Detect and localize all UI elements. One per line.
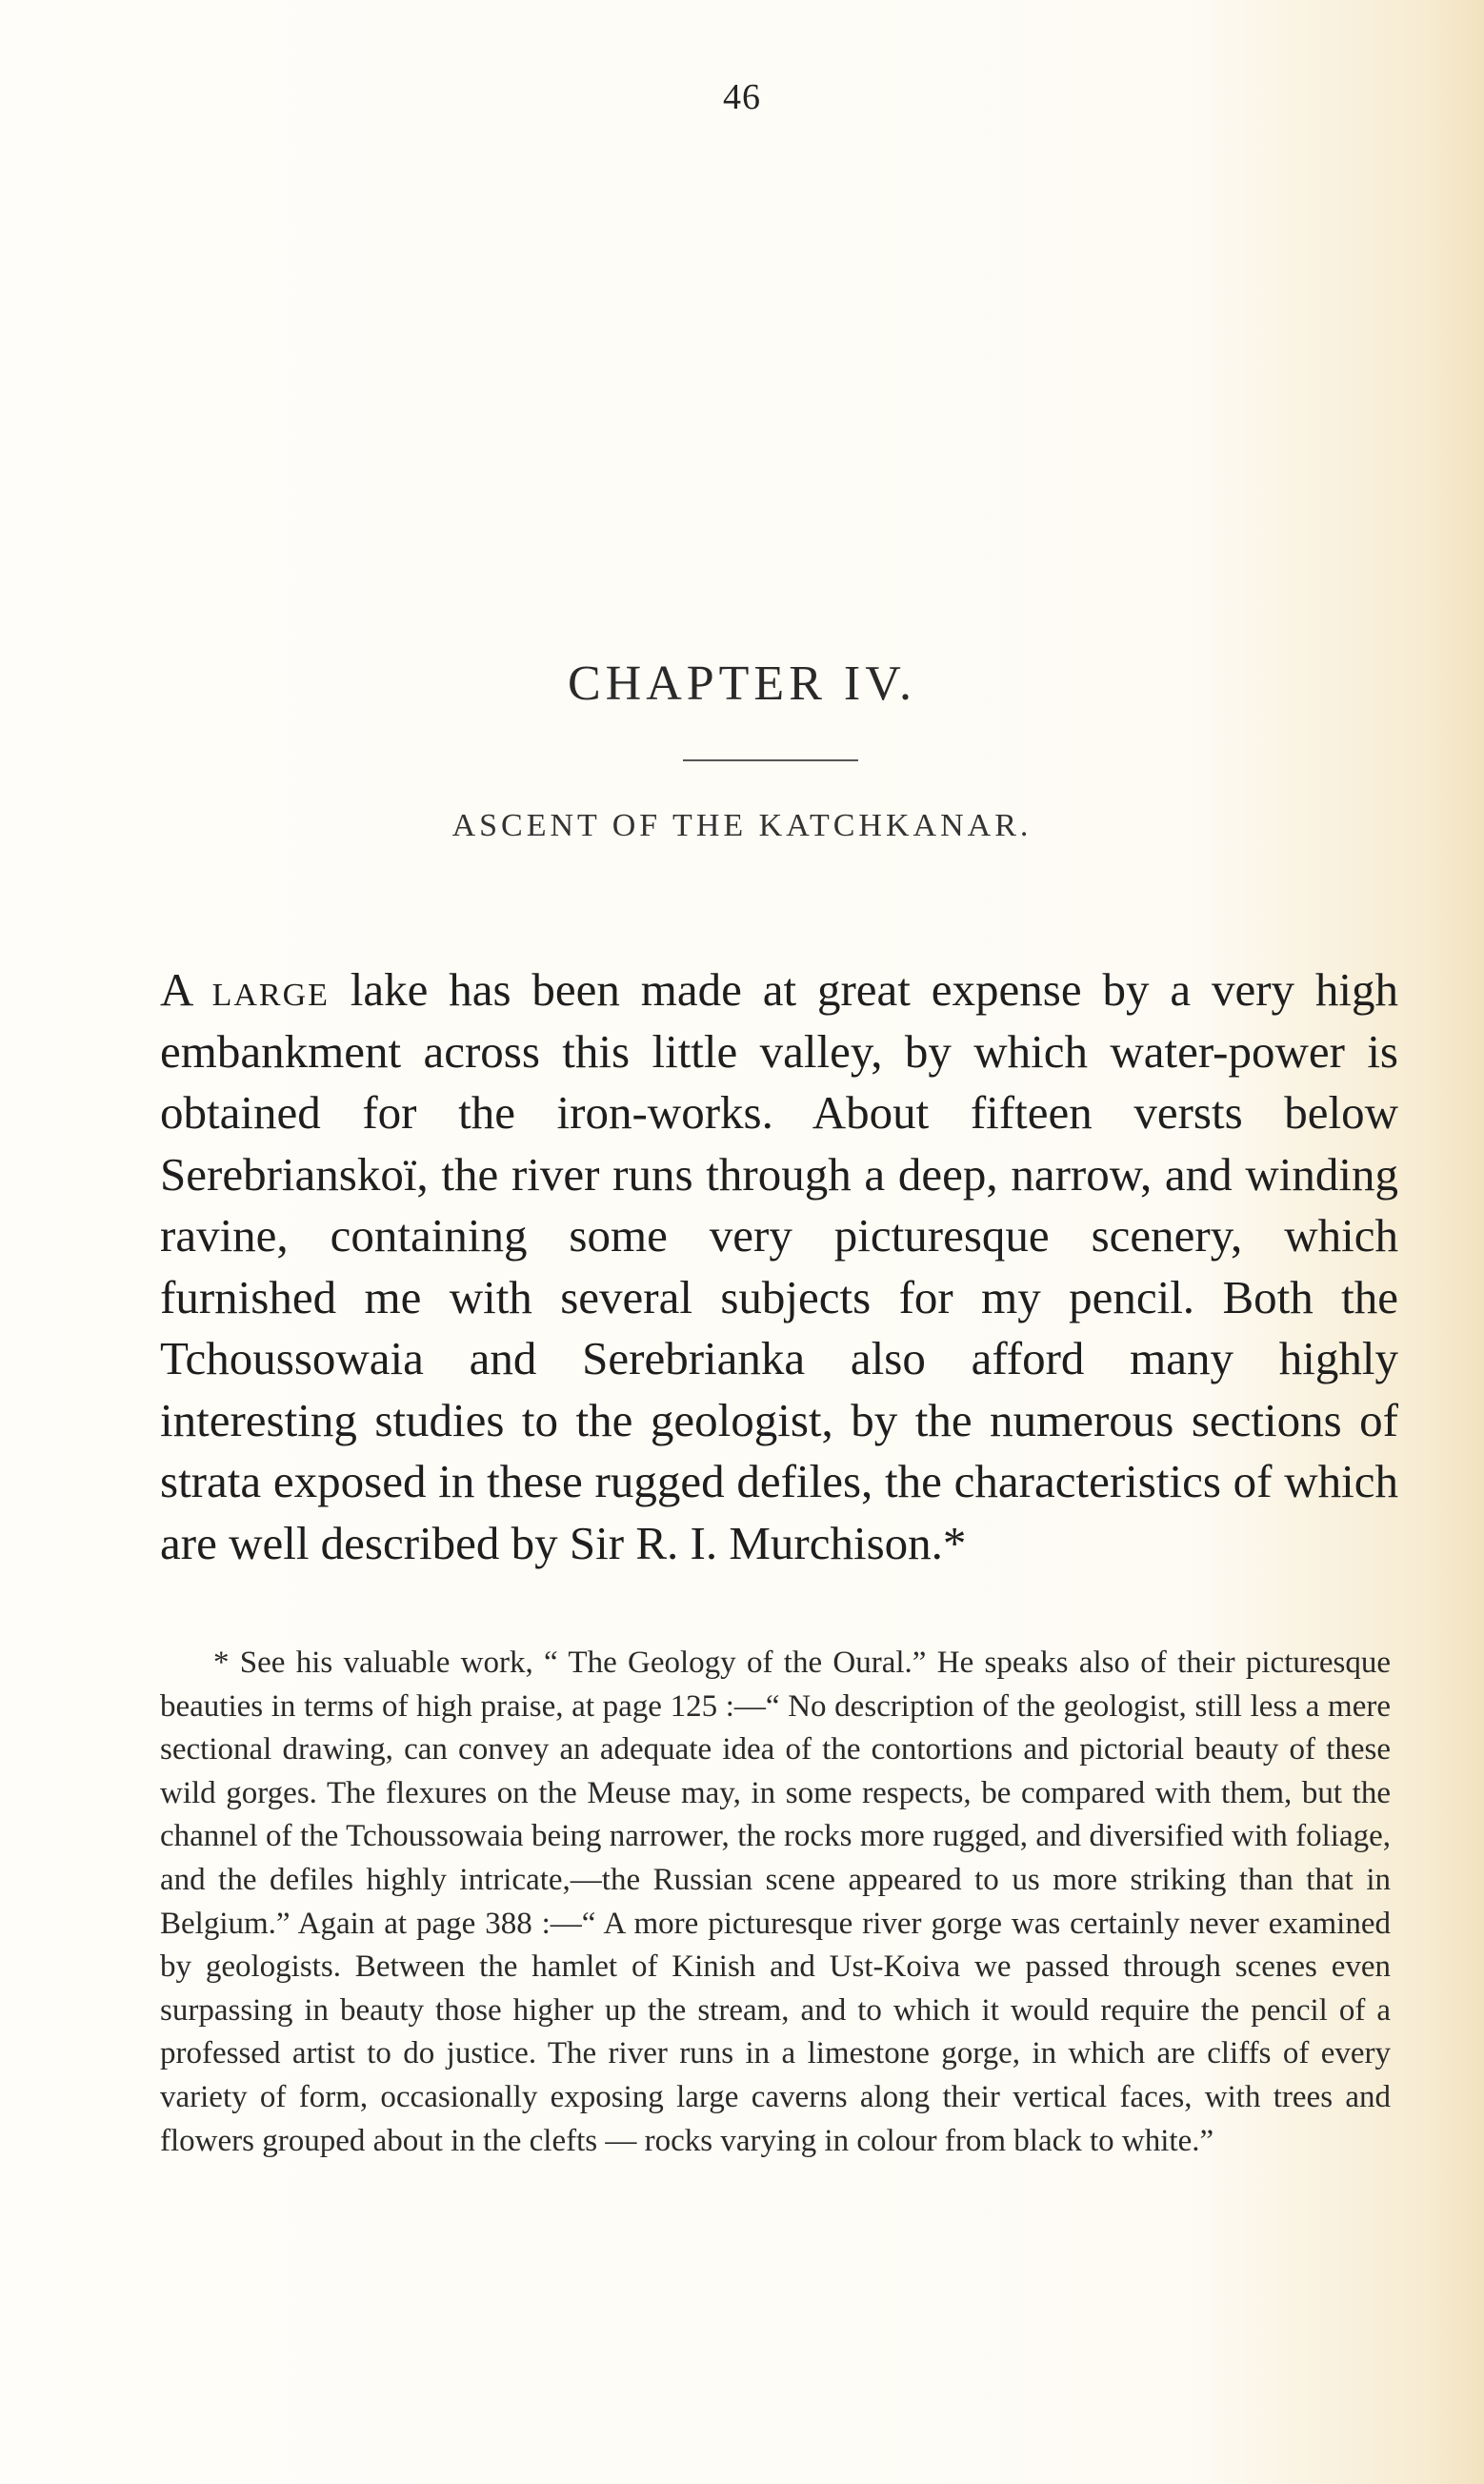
footnote: * See his valuable work, “ The Geology of the Oural.” He speaks also of their picturesque beauties in terms of high praise, at page 125 :—“ No description of the geologist, still less a mere sectional drawing, can convey an adequate idea of the contortions and pictorial beauty of these wild gorges. The flexures on the Meuse may, in some respects, be compared with them, but the channel of the Tchoussowaia being narrower, the rocks more rugged, and diversified with foliage, and the defiles highly intricate,—the Russian scene appeared to us more striking than that in Belgium.” Again at page 388 :—“ A more picturesque river gorge was certainly never examined by geologists. Between the hamlet of Kinish and Ust-Koiva we passed through scenes even surpassing in beauty those higher up the stream, and to which it would require the pencil of a professed artist to do justice. The river runs in a limestone gorge, in which are cliffs of every variety of form, occasionally exposing large caverns along their vertical faces, with trees and flowers grouped about in the clefts — rocks varying in colour from black to white.”	[160, 1646, 1391, 2158]
opening-small-caps: large	[211, 963, 330, 1016]
page-number: 46	[723, 77, 761, 117]
body-paragraph	[160, 959, 1398, 1574]
opening-word: A	[160, 963, 191, 1016]
chapter-title: CHAPTER IV.	[567, 656, 917, 711]
chapter-divider-rule	[683, 759, 858, 761]
chapter-subtitle: ASCENT OF THE KATCHKANAR.	[451, 808, 1033, 843]
body-text: lake has been made at great expense by a very high embankment across this little valley, by which water-power is obtained for the iron-works. About fifteen versts below Serebrianskoï, the river runs through a deep, narrow, and winding ravine, containing some very picturesque scenery, which furnished me with several subjects for my pencil. Both the Tchoussowaia and Serebrianka also afford many highly interesting studies to the geologist, by the numerous sections of strata exposed in these rugged defiles, the characteristics of which are well described by Sir R. I. Murchison.*	[160, 963, 1398, 1569]
